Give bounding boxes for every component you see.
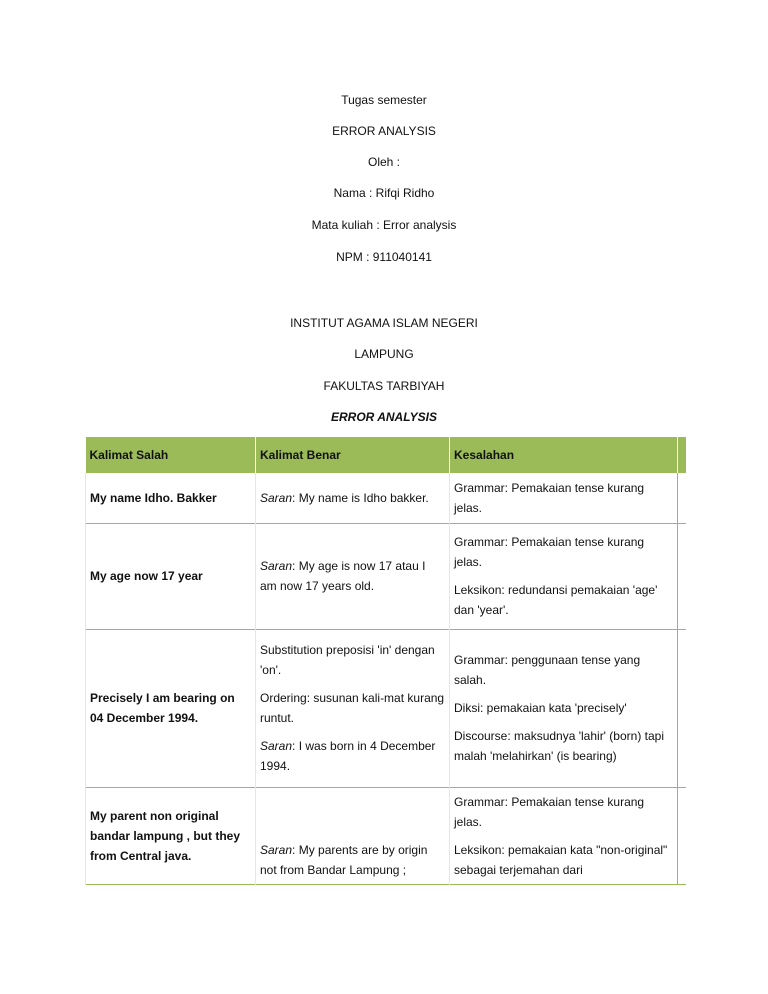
correct-sentence-cell (256, 629, 450, 787)
substitution-note: Substitution preposisi 'in' dengan 'on'. (260, 643, 435, 677)
course-name: Mata kuliah : Error analysis (311, 218, 457, 232)
correct-sentence-cell (256, 523, 450, 629)
suggestion-label: Saran (260, 842, 293, 857)
correct-sentence-cell (256, 787, 450, 884)
error-note: Grammar: Pemakaian tense kurang jelas. (454, 794, 645, 829)
error-note: Grammar: Pemakaian tense kurang jelas. (454, 535, 645, 569)
error-note: Diksi: pemakaian kata 'precisely' (454, 701, 627, 715)
table-row (86, 629, 686, 787)
suggestion-label: Saran (260, 490, 293, 505)
spacer-cell (678, 629, 686, 787)
error-note: Leksikon: redundansi pemakaian 'age' dan 'year'. (454, 583, 658, 617)
column-header-wrong-sentence: Kalimat Salah (86, 437, 256, 473)
spacer-cell (678, 787, 686, 884)
suggestion-text: : I was born in 4 December 1994. (260, 739, 436, 773)
document-title: ERROR ANALYSIS (332, 124, 436, 138)
student-id: NPM : 911040141 (336, 250, 432, 264)
wrong-sentence-cell: My parent non original bandar lampung , but they from Central java. (86, 787, 256, 884)
error-cell (450, 629, 678, 787)
error-note: Grammar: Pemakaian tense kurang jelas. (454, 480, 645, 515)
suggestion-label: Saran (260, 559, 293, 573)
table-row (86, 523, 686, 629)
table-row (86, 787, 686, 884)
wrong-sentence-cell: Precisely I am bearing on 04 December 1994. (86, 629, 256, 787)
error-note: Discourse: maksudnya 'lahir' (born) tapi malah 'melahirkan' (is bearing) (454, 729, 664, 763)
suggestion-text: : My parents are by origin not from Bandar Lampung ; (260, 842, 428, 877)
institution-city: LAMPUNG (354, 347, 414, 361)
table-header-row (86, 437, 686, 473)
suggestion-text: : My name is Idho bakker. (292, 490, 429, 505)
wrong-sentence-cell: My age now 17 year (86, 523, 256, 629)
error-cell (450, 787, 678, 884)
column-header-error: Kesalahan (450, 437, 678, 473)
suggestion-text: : My age is now 17 atau I am now 17 years old. (260, 559, 426, 593)
suggestion-note (260, 736, 445, 776)
correct-sentence-cell (256, 473, 450, 523)
by-label: Oleh : (367, 155, 400, 169)
error-analysis-table (85, 437, 686, 885)
institution-name: INSTITUT AGAMA ISLAM NEGERI (290, 316, 478, 330)
spacer-cell (678, 473, 686, 523)
error-cell (450, 473, 678, 523)
wrong-sentence-cell: My name Idho. Bakker (86, 473, 256, 523)
column-header-correct-sentence: Kalimat Benar (256, 437, 450, 473)
error-note: Leksikon: pemakaian kata "non-original" sebagai terjemahan dari (454, 842, 668, 877)
section-title: ERROR ANALYSIS (330, 410, 437, 424)
error-cell (450, 523, 678, 629)
error-note: Grammar: penggunaan tense yang salah. (454, 653, 641, 687)
ordering-note: Ordering: susunan kali-mat kurang runtut. (260, 691, 445, 725)
spacer-cell (678, 523, 686, 629)
assignment-label: Tugas semester (341, 93, 427, 107)
faculty-name: FAKULTAS TARBIYAH (323, 379, 445, 393)
column-header-spacer (678, 437, 686, 473)
author-name: Nama : Rifqi Ridho (333, 186, 435, 200)
suggestion-label: Saran (260, 739, 293, 753)
table-row (86, 473, 686, 523)
